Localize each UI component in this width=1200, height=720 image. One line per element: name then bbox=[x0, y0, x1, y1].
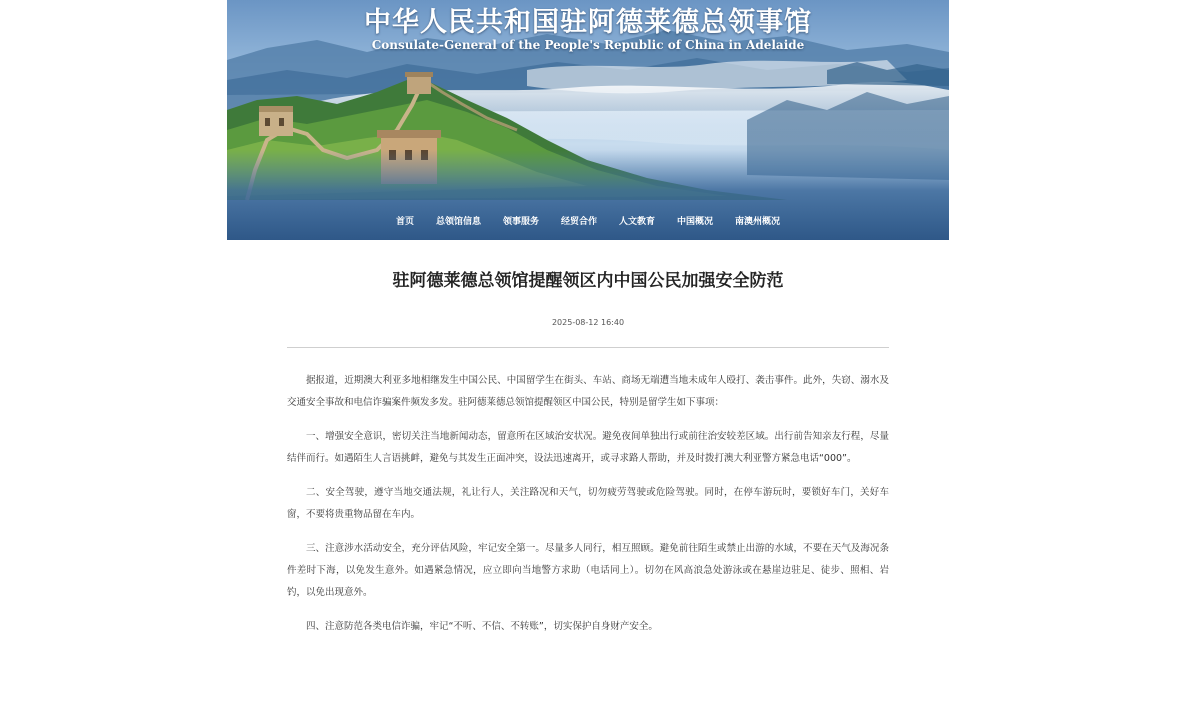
article-paragraph: 据报道，近期澳大利亚多地相继发生中国公民、中国留学生在街头、车站、商场无端遭当地未成年人殴打、袭击事件。此外，失窃、溺水及交通安全事故和电信诈骗案件频发多发。驻阿德莱德总领馆提醒领区中国公民，特别是留学生如下事项： bbox=[287, 375, 889, 408]
site-title-chinese: 中华人民共和国驻阿德莱德总领事馆 bbox=[364, 7, 812, 38]
nav-item-culture-education[interactable]: 人文教育 bbox=[619, 216, 656, 227]
article-date: 2025-08-12 16:40 bbox=[551, 318, 625, 327]
article-title: 驻阿德莱德总领馆提醒领区内中国公民加强安全防范 bbox=[392, 271, 784, 291]
title-divider bbox=[287, 347, 889, 348]
nav-item-south-australia-overview[interactable]: 南澳州概况 bbox=[735, 216, 781, 227]
nav-item-china-overview[interactable]: 中国概况 bbox=[677, 216, 714, 227]
nav-item-consulate-info[interactable]: 总领馆信息 bbox=[435, 216, 481, 227]
article-paragraph: 一、增强安全意识，密切关注当地新闻动态，留意所在区域治安状况。避免夜间单独出行或前往治安较差区域。出行前告知亲友行程，尽量结伴而行。如遇陌生人言语挑衅，避免与其发生正面冲突，设法迅速离开，或寻求路人帮助，并及时拨打澳大利亚警方紧急电话“000”。 bbox=[287, 431, 889, 464]
header-banner bbox=[227, 0, 949, 240]
article-body bbox=[287, 370, 889, 650]
article-paragraph: 三、注意涉水活动安全，充分评估风险，牢记安全第一。尽量多人同行，相互照顾。避免前往陌生或禁止出游的水域，不要在天气及海况条件差时下海，以免发生意外。如遇紧急情况，应立即向当地警方求助（电话同上）。切勿在风高浪急处游泳或在悬崖边驻足、徒步、照相、岩钓，以免出现意外。 bbox=[287, 543, 889, 598]
article-paragraph: 二、安全驾驶，遵守当地交通法规，礼让行人，关注路况和天气，切勿疲劳驾驶或危险驾驶。同时，在停车游玩时，要锁好车门，关好车窗，不要将贵重物品留在车内。 bbox=[287, 487, 889, 520]
main-navigation bbox=[227, 206, 949, 234]
nav-item-consular-services[interactable]: 领事服务 bbox=[502, 216, 539, 227]
article-paragraph: 四、注意防范各类电信诈骗，牢记“不听、不信、不转账”，切实保护自身财产安全。 bbox=[306, 621, 658, 632]
nav-item-economic-trade[interactable]: 经贸合作 bbox=[560, 216, 597, 227]
nav-item-home[interactable]: 首页 bbox=[395, 216, 414, 227]
site-title-english: Consulate-General of the People's Republic of China in Adelaide bbox=[371, 38, 805, 52]
